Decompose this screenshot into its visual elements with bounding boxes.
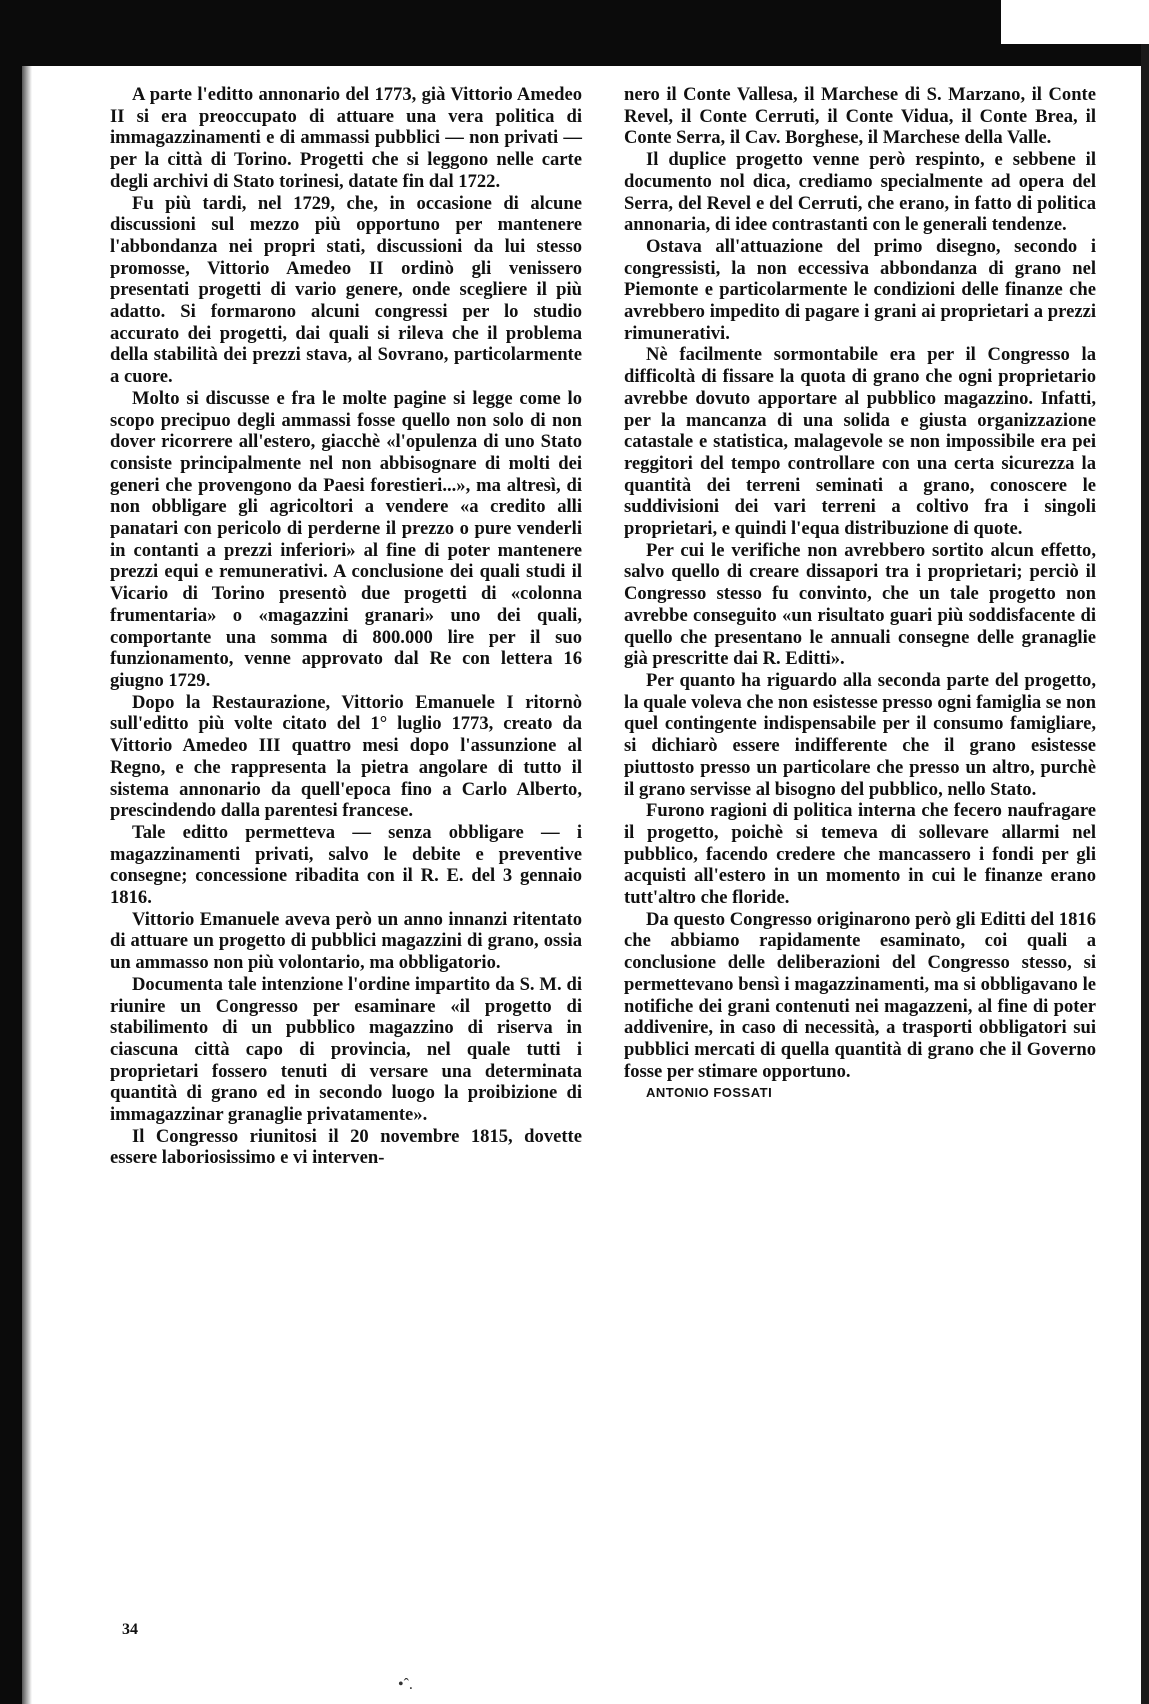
- paragraph: Dopo la Restaurazione, Vittorio Emanuele I ritornò sull'editto più volte citato del 1° luglio 1773, creato da Vittorio Amedeo III quattro mesi dopo l'assunzione al Regno, e che rappresenta la pietra angolare di tutto il sistema annonario da quell'epoca fino a Carlo Alberto, prescindendo dalla parentesi francese.: [110, 691, 582, 822]
- scan-edge-top: [0, 0, 1149, 66]
- paragraph: Vittorio Emanuele aveva però un anno innanzi ritentato di attuare un progetto di pubblici magazzini di grano, ossia un ammasso non più volontario, ma obbligatorio.: [110, 908, 582, 974]
- author-signature: ANTONIO FOSSATI: [646, 1085, 773, 1101]
- article-body: [110, 84, 1096, 1644]
- paragraph: Per quanto ha riguardo alla seconda parte del progetto, la quale voleva che non esistesse presso ogni famiglia se non quel contingente indispensabile per il consumo famigliare, si dichiarò essere indifferente che il grano esistesse piuttosto presso un particolare che presso un altro, purchè il grano servisse al bisogno del pubblico, nello Stato.: [624, 669, 1096, 800]
- scan-edge-shadow: [22, 66, 32, 1704]
- right-column: [624, 84, 1096, 1644]
- paragraph: nero il Conte Vallesa, il Marchese di S. Marzano, il Conte Revel, il Conte Cerruti, il Conte Vidua, il Conte Brea, il Conte Serra, il Cav. Borghese, il Marchese della Valle.: [624, 84, 1096, 149]
- paragraph: Furono ragioni di politica interna che fecero naufragare il progetto, poichè si temeva di sollevare allarmi nel pubblico, facendo credere che mancassero i fondi per gli acquisti all'estero in un momento in cui le finanze erano tutt'altro che floride.: [624, 800, 1096, 909]
- paragraph: Il duplice progetto venne però respinto, e sebbene il documento nol dica, crediamo specialmente ad opera del Serra, del Revel e del Cerruti, che erano, in fatto di politica annonaria, di idee contrastanti con le generali tendenze.: [624, 149, 1096, 236]
- paragraph: Fu più tardi, nel 1729, che, in occasione di alcune discussioni sul mezzo più opportuno per mantenere l'abbondanza nei propri stati, discussioni da lui stesso promosse, Vittorio Amedeo II ordinò gli venissero presentati progetti di vario genere, onde scegliere il più adatto. Si formarono alcuni congressi per lo studio accurato dei progetti, dai quali si rileva che il problema della stabilità dei prezzi stava, al Sovrano, particolarmente a cuore.: [110, 192, 582, 388]
- paragraph: Tale editto permetteva — senza obbligare — i magazzinamenti privati, salvo le debite e preventive consegne; concessione ribadita con il R. E. del 3 gennaio 1816.: [110, 821, 582, 909]
- paragraph: Molto si discusse e fra le molte pagine si legge come lo scopo precipuo degli ammassi fosse quello non solo di non dover ricorrere all'estero, giacchè «l'opulenza di uno Stato consiste principalmente nel non abbisognare di molti dei generi che provengono da Paesi forestieri...», ma altresì, di non obbligare gli agricoltori a vendere «a credito alli panatari con pericolo di perderne il prezzo o pure venderli in contanti a prezzi inferiori» al fine di poter mantenere prezzi equi e remunerativi. A conclusione dei quali studi il Vicario di Torino presentò due progetti di «colonna frumentaria» o «magazzini granari» uno dei quali, comportante una somma di 800.000 lire per il suo funzionamento, venne approvato dal Re con lettera 16 giugno 1729.: [110, 387, 582, 691]
- scan-edge-left: [0, 0, 22, 1704]
- left-column: [110, 84, 582, 1644]
- paragraph: Il Congresso riunitosi il 20 novembre 1815, dovette essere laboriosissimo e vi interven-: [110, 1125, 582, 1169]
- paragraph: Per cui le verifiche non avrebbero sortito alcun effetto, salvo quello di creare dissapori tra i proprietari; perciò il Congresso stesso fu convinto, che un tale progetto non avrebbe conseguito «un risultato guari più soddisfacente di quello che presentano le annuali consegne delle granaglie già prescritte dai R. Editti».: [624, 539, 1096, 670]
- scan-edge-notch: [1001, 0, 1149, 44]
- paragraph: Nè facilmente sormontabile era per il Congresso la difficoltà di fissare la quota di grano che ogni proprietario avrebbe dovuto apportare al pubblico magazzino. Infatti, per la mancanza di una solida e giusta organizzazione catastale e statistica, malagevole se non impossibile era pei reggitori del tempo controllare con una certa sicurezza la quantità dei terreni seminati a grano, conoscere le suddivisioni dei vari terreni a coltivo fra i singoli proprietari, e quindi l'equa distribuzione di quote.: [624, 344, 1096, 540]
- scan-edge-right: [1141, 44, 1149, 1704]
- scan-speck: •ˆ.: [398, 1676, 413, 1693]
- paragraph: A parte l'editto annonario del 1773, già Vittorio Amedeo II si era preoccupato di attuare una vera politica di immagazzinamenti e di ammassi pubblici — non privati — per la città di Torino. Progetti che si leggono nelle carte degli archivi di Stato torinesi, datate fin dal 1722.: [110, 84, 582, 192]
- page-number: 34: [122, 1621, 138, 1638]
- paragraph: Ostava all'attuazione del primo disegno, secondo i congressisti, la non eccessiva abbondanza di grano nel Piemonte e particolarmente le condizioni delle finanze che avrebbero impedito di pagare i grani ai proprietari a prezzi rimunerativi.: [624, 235, 1096, 344]
- paragraph: Documenta tale intenzione l'ordine impartito da S. M. di riunire un Congresso per esaminare «il progetto di stabilimento di un pubblico magazzino di riserva in ciascuna città capo di provincia, nel quale tutti i proprietari fossero tenuti di versare una determinata quantità di grano ed in secondo luogo la proibizione di immagazzinar granaglie privatamente».: [110, 973, 582, 1126]
- paragraph: Da questo Congresso originarono però gli Editti del 1816 che abbiamo rapidamente esaminato, coi quali a conclusione delle deliberazioni del Congresso stesso, si permettevano bensì i magazzinamenti, ma si obbligavano le notifiche dei grani contenuti nei magazzeni, al fine di poter addivenire, in caso di necessità, a trasporti obbligatori sui pubblici mercati di quella quantità di grano che il Governo fosse per stimare opportuno.: [624, 908, 1096, 1082]
